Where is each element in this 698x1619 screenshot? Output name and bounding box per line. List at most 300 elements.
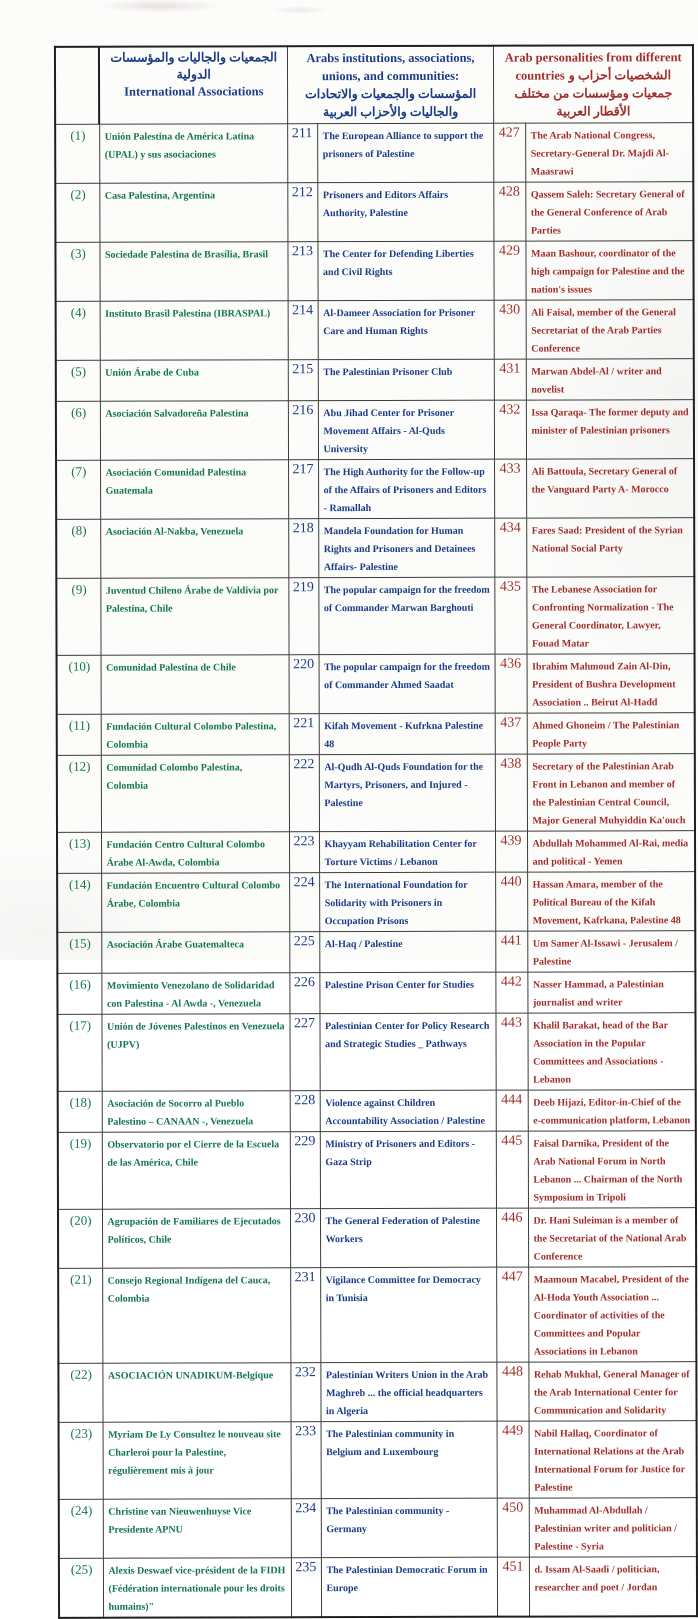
intl-association-name: Unión Árabe de Cuba [105, 367, 199, 379]
personality-name-cell [526, 577, 694, 654]
intl-name-cell [102, 1132, 290, 1209]
intl-association-name: Asociación Comunidad Palestina Guatemala [105, 467, 247, 497]
header-international-english: International Associations [124, 84, 264, 99]
institution-number: 223 [293, 834, 315, 850]
personality-name: Ibrahim Mahmoud Zain Al-Din, President of Bushra Development Association .. Beirut Al-Hadd [532, 661, 676, 709]
intl-row-number: (24) [70, 1502, 93, 1518]
institution-number: 219 [292, 580, 314, 596]
personality-name-cell [527, 931, 695, 972]
personality-number: 446 [501, 1210, 523, 1226]
intl-row-number: (25) [70, 1561, 93, 1577]
personality-number: 445 [501, 1133, 523, 1149]
personality-number: 449 [502, 1423, 524, 1439]
intl-number-cell [57, 655, 101, 714]
institution-number: 220 [293, 657, 315, 673]
institution-name: The Center for Defending Liberties and Civil Rights [322, 248, 474, 279]
intl-row-number: (5) [70, 363, 87, 379]
personality-number-cell [494, 359, 526, 400]
intl-number-cell [57, 1014, 101, 1091]
institution-number-cell [290, 1132, 320, 1209]
personality-number: 444 [501, 1092, 523, 1108]
institution-name: Palestinian Center for Policy Research and Strategic Studies _ Pathways [324, 1020, 490, 1051]
intl-name-cell [100, 578, 288, 655]
header-institutions-arabic: المؤسسات والجمعيات والاتحادات والجاليات والأحزاب العربية [304, 86, 477, 120]
intl-row-number: (20) [69, 1212, 92, 1228]
table-row [55, 241, 693, 302]
institution-number-cell [289, 755, 319, 832]
intl-row-number: (7) [71, 463, 87, 479]
intl-association-name: Instituto Brasil Palestina (IBRASPAL) [105, 308, 271, 320]
personality-number-cell [497, 1498, 529, 1557]
institution-name-cell [319, 1013, 495, 1090]
institution-name-cell [317, 241, 493, 300]
header-arab-institutions [287, 46, 493, 124]
personality-name-cell [526, 518, 694, 577]
personality-number-cell [496, 1362, 528, 1421]
personality-number-cell [495, 1013, 527, 1090]
intl-row-number: (18) [69, 1094, 92, 1110]
personality-name-cell [528, 1267, 696, 1362]
intl-number-cell [57, 973, 101, 1014]
header-empty-cell [55, 47, 99, 125]
institution-name: The International Foundation for Solidarity with Prisoners in Occupation Prisons [324, 879, 468, 928]
institution-number-cell [288, 519, 318, 578]
institution-name-cell [319, 972, 495, 1013]
table-row [57, 713, 695, 756]
institution-number-cell [289, 655, 319, 714]
intl-number-cell [56, 460, 100, 519]
institution-name: The European Alliance to support the prisoners of Palestine [322, 130, 484, 161]
personality-name: Hassan Amara, member of the Political Bureau of the Kifah Movement, Kafrkana, Palestine 48 [532, 879, 681, 927]
personality-name-cell [527, 654, 695, 713]
personality-name: Qassem Saleh: Secretary General of the General Conference of Arab Parties [530, 189, 685, 237]
table-row [56, 359, 694, 402]
personality-name: Um Samer Al-Issawi - Jerusalem / Palestine [532, 938, 678, 968]
institution-name-cell [318, 577, 494, 654]
institution-number-cell [290, 1363, 320, 1422]
intl-name-cell [103, 1558, 291, 1618]
personality-name-cell [525, 182, 693, 241]
institution-name: The popular campaign for the freedom of Commander Marwan Barghouti [323, 584, 490, 615]
institution-number: 221 [293, 716, 315, 732]
personality-name: Deeb Hijazi, Editor-in-Chief of the e-communication platform, Lebanon [533, 1097, 691, 1127]
intl-association-name: Asociación Árabe Guatemalteca [106, 939, 245, 951]
institution-number-cell [289, 832, 319, 873]
institution-name: Palestine Prison Center for Studies [324, 979, 474, 992]
institution-name: Al-Dameer Association for Prisoner Care and Human Rights [323, 307, 476, 338]
personality-name-cell [528, 1208, 696, 1267]
personality-name: Ahmed Ghoneim / The Palestinian People Party [532, 720, 680, 750]
header-arab-personalities [493, 45, 693, 123]
personality-number: 448 [501, 1364, 523, 1380]
institution-name-cell [317, 123, 493, 182]
institution-name: Mandela Foundation for Human Rights and Prisoners and Detainees Affairs- Palestine [323, 525, 476, 574]
institution-number: 234 [295, 1501, 317, 1517]
intl-row-number: (13) [68, 835, 91, 851]
personality-number: 443 [500, 1015, 523, 1031]
personality-name: Marwan Abdel-Al / writer and novelist [531, 366, 662, 396]
intl-row-number: (8) [71, 522, 87, 538]
institution-name: Abu Jihad Center for Prisoner Movement Affairs - Al-Quds University [323, 407, 454, 456]
personality-number: 438 [500, 756, 522, 772]
institution-name-cell [320, 1362, 496, 1421]
table-row [57, 654, 695, 715]
intl-number-cell [57, 714, 101, 755]
institution-name-cell [320, 1267, 496, 1362]
personality-number-cell [496, 1267, 528, 1362]
intl-association-name: Juventud Chileno Árabe de Valdivia por Palestina, Chile [105, 585, 279, 615]
intl-number-cell [56, 519, 100, 578]
intl-association-name: Comunidad Colombo Palestina, Colombia [106, 762, 243, 792]
intl-row-number: (4) [70, 304, 86, 320]
personality-name: Maan Bashour, coordinator of the high campaign for Palestine and the nation's issues [530, 248, 685, 296]
intl-number-cell [57, 832, 101, 873]
intl-association-name: Asociación Al-Nakba, Venezuela [105, 526, 244, 538]
personality-number: 440 [500, 874, 522, 890]
institution-name: Kifah Movement - Kufrkna Palestine 48 [324, 720, 484, 751]
institution-number: 218 [292, 521, 314, 537]
associations-table [54, 44, 698, 1619]
personality-number: 451 [502, 1559, 524, 1575]
table-row [56, 400, 694, 461]
personality-name-cell [529, 1557, 697, 1617]
intl-name-cell [100, 360, 288, 401]
personality-name: Fares Saad: President of the Syrian National Social Party [531, 525, 683, 555]
personality-name: Maamoun Macabel, President of the Al-Hoda Youth Association ... Coordinator of activities of the Committees and Popular Associations in Lebanon [533, 1274, 689, 1358]
intl-row-number: (14) [69, 876, 91, 892]
personality-number-cell [495, 654, 527, 713]
institution-number: 212 [291, 185, 313, 201]
intl-number-cell [56, 360, 100, 401]
intl-association-name: Sociedade Palestina de Brasília, Brasil [104, 249, 269, 261]
intl-name-cell [99, 183, 287, 242]
personality-name-cell [527, 713, 695, 754]
institution-number-cell [289, 973, 319, 1014]
intl-number-cell [58, 1209, 102, 1268]
header-personalities-english: Arab personalities from different countries [504, 50, 682, 83]
personality-name-cell [526, 459, 694, 518]
personality-name: Ali Faisal, member of the General Secretariat of the Arab Parties Conference [531, 307, 676, 355]
intl-number-cell [59, 1558, 103, 1618]
institution-number-cell [289, 714, 319, 755]
institution-name: The High Authority for the Follow-up of the Affairs of Prisoners and Editors - Ramallah [323, 466, 487, 515]
personality-name: Muhammad Al-Abdullah / Palestinian writer and politician / Palestine - Syria [534, 1505, 677, 1553]
header-row [55, 45, 693, 124]
personality-name-cell [528, 1090, 696, 1131]
table-row [58, 1208, 696, 1269]
table-row [55, 123, 693, 184]
intl-association-name: Asociación de Socorro al Pueblo Palestino – CANAAN -, Venezuela [107, 1098, 254, 1128]
intl-number-cell [58, 1132, 102, 1209]
institution-name-cell [321, 1421, 497, 1498]
intl-row-number: (9) [71, 581, 87, 597]
institution-number-cell [291, 1499, 321, 1558]
intl-association-name: Consejo Regional Indígena del Cauca, Colombia [107, 1275, 271, 1305]
institution-name-cell [318, 359, 494, 400]
personality-name: The Lebanese Association for Confronting Normalization - The General Coordinator, Lawyer, Fouad Matar [531, 584, 674, 650]
personality-number: 437 [500, 715, 522, 731]
personality-name: Nasser Hammad, a Palestinian journalist and writer [532, 979, 664, 1009]
intl-number-cell [55, 242, 99, 301]
table-row [56, 518, 694, 579]
institution-number-cell [290, 1268, 320, 1363]
institution-number-cell [289, 873, 319, 932]
institution-name-cell [320, 1208, 496, 1267]
intl-name-cell [100, 460, 288, 519]
table-row [57, 831, 695, 874]
institution-name-cell [319, 713, 495, 754]
intl-association-name: Myriam De Ly Consultez le nouveau site Charleroi pour la Palestine, régulièrement mis à jour [108, 1429, 281, 1477]
institution-name-cell [319, 654, 495, 713]
institution-number: 222 [293, 757, 315, 773]
table-row [56, 577, 694, 656]
personality-number-cell [494, 518, 526, 577]
header-international-associations [99, 46, 287, 124]
intl-association-name: Comunidad Palestina de Chile [106, 662, 236, 674]
intl-name-cell [99, 242, 287, 301]
intl-row-number: (3) [70, 245, 86, 261]
institution-number: 213 [291, 244, 314, 260]
intl-row-number: (1) [70, 127, 86, 143]
institution-number-cell [287, 183, 317, 242]
intl-name-cell [101, 755, 289, 832]
institution-name-cell [320, 1090, 496, 1131]
institution-number-cell [291, 1558, 321, 1618]
table-row [57, 931, 695, 974]
institution-name-cell [321, 1498, 497, 1557]
intl-number-cell [57, 932, 101, 973]
personality-number: 439 [500, 833, 522, 849]
personality-number-cell [495, 754, 527, 831]
personality-name: Nabil Hallaq, Coordinator of International Relations at the Arab International Forum for Justice for Palestine [534, 1428, 685, 1494]
intl-name-cell [101, 714, 289, 755]
personality-number: 433 [499, 461, 521, 477]
intl-row-number: (10) [68, 658, 91, 674]
institution-number: 231 [294, 1270, 316, 1286]
institution-name-cell [321, 1557, 497, 1617]
institution-name-cell [319, 754, 495, 831]
personality-number: 431 [499, 361, 521, 377]
institution-number: 216 [292, 403, 314, 419]
table-row [57, 872, 695, 933]
personality-name-cell [527, 831, 695, 872]
personality-number: 435 [499, 579, 521, 595]
table-row [56, 459, 694, 520]
institution-number-cell [290, 1209, 320, 1268]
personality-number: 450 [502, 1500, 524, 1516]
personality-number: 428 [498, 184, 520, 200]
personality-name: Issa Qaraqa- The former deputy and minister of Palestinian prisoners [531, 407, 689, 437]
institution-name-cell [320, 1131, 496, 1208]
intl-association-name: Fundación Encuentro Cultural Colombo Árabe, Colombia [106, 880, 281, 910]
personality-name: Ali Battoula, Secretary General of the Vanguard Party A- Morocco [531, 466, 678, 496]
institution-number: 228 [294, 1093, 316, 1109]
institution-name: The Palestinian community - Germany [326, 1505, 450, 1536]
intl-row-number: (6) [71, 404, 87, 420]
institution-number-cell [288, 301, 318, 360]
institution-number: 217 [292, 462, 314, 478]
institution-name-cell [318, 518, 494, 577]
institution-name: Palestinian Writers Union in the Arab Maghreb ... the official headquarters in Algeria [325, 1369, 489, 1418]
personality-number-cell [495, 972, 527, 1013]
personality-number: 430 [499, 302, 521, 318]
personality-name-cell [526, 300, 694, 359]
personality-name: The Arab National Congress, Secretary-General Dr. Majdi Al-Maasrawi [530, 130, 670, 178]
personality-number-cell [495, 713, 527, 754]
personality-name: Abdullah Mohammed Al-Rai, media and political - Yemen [532, 838, 689, 868]
table-row [58, 1090, 696, 1133]
personality-number: 427 [498, 125, 520, 141]
institution-number: 235 [295, 1560, 317, 1576]
institution-number: 227 [293, 1016, 316, 1032]
intl-row-number: (17) [69, 1017, 92, 1033]
intl-name-cell [101, 873, 289, 932]
intl-association-name: Fundación Centro Cultural Colombo Árabe Al-Awda, Colombia [106, 839, 266, 869]
institution-number: 230 [294, 1211, 316, 1227]
personality-name-cell [527, 754, 695, 831]
intl-association-name: Christine van Nieuwenhuyse Vice Presidente APNU [108, 1506, 252, 1536]
personality-name-cell [526, 359, 694, 400]
personality-number-cell [494, 400, 526, 459]
intl-row-number: (23) [70, 1425, 93, 1441]
institution-number-cell [288, 360, 318, 401]
personality-name: Khalil Barakat, head of the Bar Association in the Popular Committees and Associations - Lebanon [533, 1020, 668, 1086]
personality-number-cell [496, 1131, 528, 1208]
institution-name: Vigilance Committee for Democracy in Tunisia [325, 1274, 481, 1305]
personality-number-cell [497, 1557, 529, 1617]
institution-number-cell [288, 578, 318, 655]
institution-number-cell [288, 401, 318, 460]
table-row [56, 300, 694, 361]
intl-name-cell [102, 1363, 290, 1422]
institution-name: Al-Haq / Palestine [324, 938, 403, 951]
institution-number: 232 [294, 1365, 316, 1381]
institution-name: The General Federation of Palestine Workers [325, 1215, 480, 1246]
intl-name-cell [101, 973, 289, 1014]
personality-number-cell [494, 300, 526, 359]
intl-row-number: (11) [68, 717, 91, 733]
personality-name: Dr. Hani Suleiman is a member of the Secretariat of the National Arab Conference [533, 1215, 687, 1263]
intl-row-number: (2) [70, 186, 86, 202]
personality-name-cell [527, 1013, 695, 1090]
institution-name-cell [318, 459, 494, 518]
institution-name-cell [317, 182, 493, 241]
institution-name-cell [319, 831, 495, 872]
header-personalities-arabic: الشخصيات أحزاب و جمعيات ومؤسسات من مختلف الأقطار العربية [514, 68, 673, 119]
personality-name-cell [527, 972, 695, 1013]
intl-name-cell [101, 932, 289, 973]
intl-number-cell [56, 401, 100, 460]
personality-number-cell [496, 1208, 528, 1267]
intl-association-name: Casa Palestina, Argentina [104, 190, 216, 202]
personality-name-cell [528, 1362, 696, 1421]
intl-row-number: (22) [70, 1366, 93, 1382]
personality-number-cell [493, 182, 525, 241]
institution-name-cell [318, 400, 494, 459]
institution-number: 214 [292, 303, 314, 319]
institution-number: 224 [293, 875, 315, 891]
personality-name-cell [529, 1498, 697, 1557]
institution-number-cell [289, 932, 319, 973]
intl-row-number: (16) [69, 976, 91, 992]
institution-number-cell [288, 460, 318, 519]
intl-row-number: (15) [69, 935, 91, 951]
personality-number-cell [495, 931, 527, 972]
personality-name: Faisal Darnika, President of the Arab National Forum in North Lebanon ... Chairman of the North Symposium in Tripoli [533, 1138, 683, 1204]
table-row [58, 1131, 696, 1210]
table-row [59, 1557, 697, 1618]
personality-name-cell [526, 400, 694, 459]
intl-number-cell [59, 1422, 103, 1499]
intl-association-name: ASOCIACIÓN UNADIKUM-Belgique [107, 1370, 274, 1382]
intl-name-cell [101, 832, 289, 873]
institution-name-cell [319, 872, 495, 931]
header-institutions-english: Arabs institutions, associations, unions, and communities: [306, 50, 475, 84]
personality-number: 432 [499, 402, 521, 418]
personality-name-cell [527, 872, 695, 931]
institution-name: The Palestinian community in Belgium and Luxembourg [326, 1428, 455, 1459]
intl-association-name: Observatorio por el Cierre de la Escuela de las América, Chile [107, 1139, 280, 1169]
intl-association-name: Fundación Cultural Colombo Palestina, Colombia [106, 721, 277, 751]
institution-number: 215 [292, 362, 314, 378]
intl-association-name: Unión Palestina de América Latina (UPAL) y sus asociaciones [104, 131, 255, 161]
intl-name-cell [99, 124, 287, 183]
intl-row-number: (12) [68, 758, 91, 774]
personality-name: Rehab Mukhal, General Manager of the Arab International Center for Communication and Solidarity [533, 1369, 690, 1417]
institution-name: The Palestinian Democratic Forum in Europe [326, 1564, 488, 1595]
institution-name: The popular campaign for the freedom of Commander Ahmed Saadat [324, 661, 490, 692]
intl-number-cell [58, 1268, 102, 1363]
institution-name-cell [318, 300, 494, 359]
personality-name-cell [529, 1421, 697, 1498]
personality-number: 441 [500, 933, 522, 949]
personality-number-cell [493, 241, 525, 300]
personality-number: 434 [499, 520, 521, 536]
intl-association-name: Unión de Jóvenes Palestinos en Venezuela (UJPV) [106, 1021, 285, 1051]
intl-row-number: (21) [70, 1271, 92, 1287]
intl-row-number: (19) [69, 1135, 92, 1151]
intl-number-cell [57, 755, 101, 832]
table-row [57, 1013, 695, 1092]
institution-name: The Palestinian Prisoner Club [323, 366, 453, 379]
personality-name: Secretary of the Palestinian Arab Front in Lebanon and member of the Palestinian Central Council, Major General Muhyiddin Ka'ouch [532, 761, 686, 827]
intl-name-cell [102, 1091, 290, 1132]
institution-name-cell [319, 931, 495, 972]
intl-name-cell [100, 401, 288, 460]
personality-number-cell [495, 872, 527, 931]
personality-name: d. Issam Al-Saadi / politician, researcher and poet / Jordan [534, 1564, 660, 1594]
institution-number-cell [291, 1422, 321, 1499]
intl-name-cell [101, 655, 289, 714]
personality-number-cell [493, 123, 525, 182]
intl-name-cell [101, 1014, 289, 1091]
intl-number-cell [57, 873, 101, 932]
institution-number-cell [289, 1014, 319, 1091]
institution-number-cell [290, 1091, 320, 1132]
intl-number-cell [55, 183, 99, 242]
institution-name: Khayyam Rehabilitation Center for Torture Victims / Lebanon [324, 838, 477, 869]
personality-number-cell [495, 831, 527, 872]
personality-name-cell [525, 123, 693, 182]
intl-name-cell [100, 519, 288, 578]
institution-name: Al-Qudh Al-Quds Foundation for the Martyrs, Prisoners, and Injured - Palestine [324, 761, 484, 810]
intl-number-cell [59, 1499, 103, 1558]
table-row [58, 1267, 696, 1364]
institution-number: 233 [295, 1424, 317, 1440]
intl-name-cell [103, 1422, 291, 1499]
institution-number: 225 [293, 934, 315, 950]
institution-name: Ministry of Prisoners and Editors - Gaza Strip [325, 1138, 476, 1169]
